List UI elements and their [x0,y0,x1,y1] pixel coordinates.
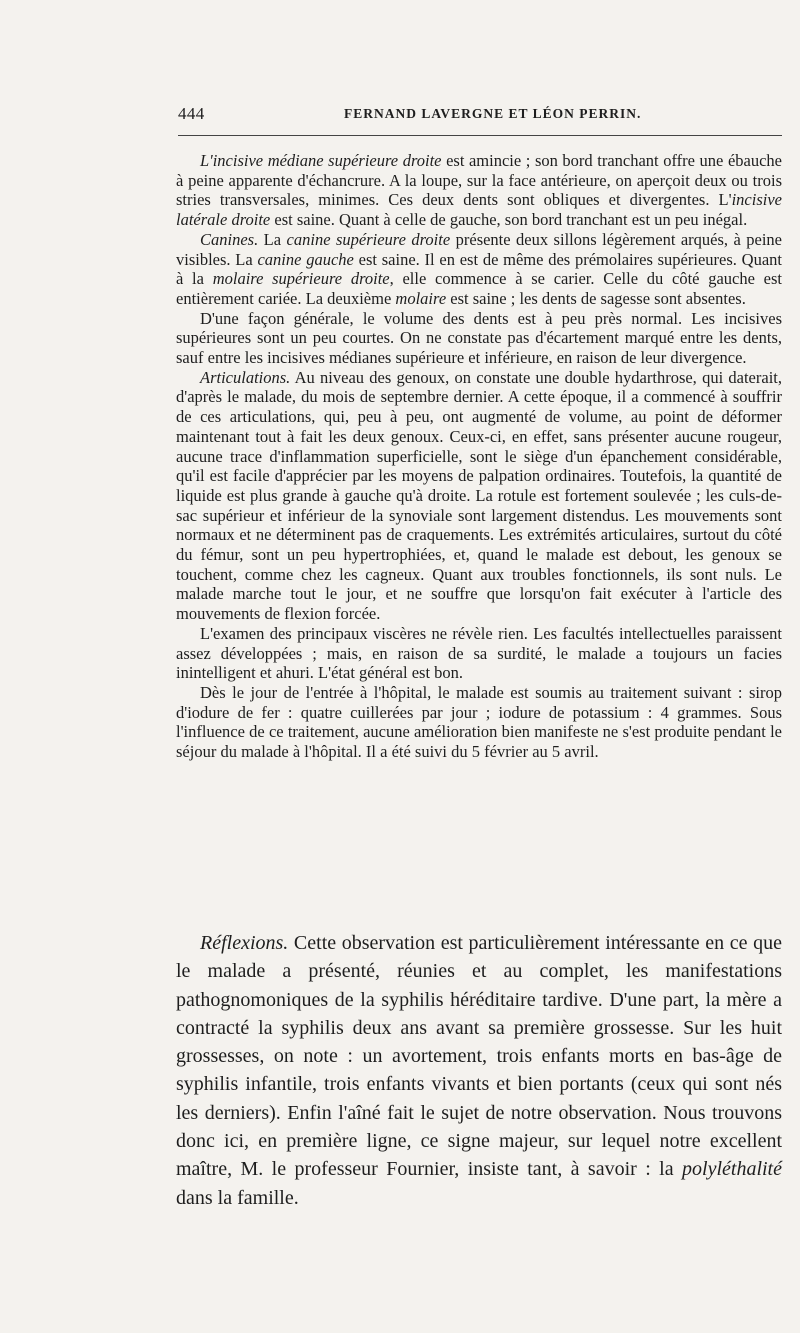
paragraph-volume-dents [176,309,782,368]
paragraph-visceres [176,624,782,683]
header-rule [178,135,782,136]
text-run: La [258,229,287,249]
italic-term: incisive latérale droite [176,190,782,230]
text-run: est saine. Il en est de même des prémolaires supérieures. Quant à la [176,249,782,289]
paragraph-incisives [176,151,782,230]
text-run: est amincie ; son bord tranchant offre une ébauche à peine apparente d'échancrure. A la loupe, sur la face antérieure, on aperçoit deux ou trois stries transversales, minimes. Ces deux dents sont obliques et divergentes. L' [176,151,782,210]
italic-term: Réflexions. [200,932,289,954]
reflexions-section [176,929,782,1212]
page-header [178,104,782,126]
italic-term: canine supérieure droite [286,229,451,249]
italic-term: molaire supérieure droite [212,269,390,289]
text-run: Dès le jour de l'entrée à l'hôpital, le malade est soumis au traitement suivant : sirop d'iodure de fer : quatre cuillerées par jour ; iodure de potassium : 4 grammes. Sous l'influence de ce traitement, aucune amélioration bien manifeste ne s'est produite pendant le séjour du malade à l'hôpital. Il a été suivi du 5 février au 5 avril. [176,682,782,762]
text-run: , elle commence à se carier. Celle du côté gauche est entièrement cariée. La deuxième [176,269,782,308]
paragraph-reflexions [176,929,782,1212]
italic-term: molaire [395,288,447,308]
text-run: D'une façon générale, le volume des dents est à peu près normal. Les incisives supérieures sont un peu courtes. On ne constate pas d'écartement marqué entre les dents, sauf entre les incisives médianes supérieure et inférieure, en raison de leur divergence. [176,308,782,368]
running-title: FERNAND LAVERGNE ET LÉON PERRIN. [344,106,642,121]
text-run: est saine ; les dents de sagesse sont absentes. [446,288,746,308]
text-run: est saine. Quant à celle de gauche, son bord tranchant est un peu inégal. [270,210,748,230]
page-number: 444 [178,104,205,123]
italic-term: incisive médiane supérieure droite [212,151,442,170]
text-run: Au niveau des genoux, on constate une double hydarthrose, qui daterait, d'après le malade, du mois de septembre dernier. A cette époque, il a commencé à souffrir de ces articulations, qui, peu à peu, ont augmenté de volume, au point de déformer maintenant tout à fait les deux genoux. Ceux-ci, en effet, sans présenter aucune rougeur, aucune trace d'inflammation superficielle, sont le siège d'un épanchement considérable, qu'il est facile d'apprécier par les moyens de palpation ordinaires. Toutefois, la quantité de liquide est plus grande à gauche qu'à droite. La rotule est fortement soulevée ; les culs-de-sac supérieur et inférieur de la synoviale sont largement distendus. Les mouvements sont normaux et ne déterminent pas de craquements. Les extrémités articulaires, surtout du côté du fémur, sont un peu hypertrophiées, et, quand le malade est debout, les genoux se touchent, comme chez les cagneux. Quant aux troubles fonctionnels, ils sont nuls. Le malade marche tout le jour, et ne souffre que lorsqu'on fait exécuter à l'article des mouvements de flexion forcée. [176,367,782,624]
observation-text [176,151,782,762]
text-run: Cette observation est particulièrement intéressante en ce que le malade a présenté, réunies et au complet, les manifestations pathognomoniques de la syphilis héréditaire tardive. D'une part, la mère a contracté la syphilis deux ans avant sa première grossesse. Sur les huit grossesses, on note : un avortement, trois enfants morts en bas-âge de syphilis infantile, trois enfants vivants et bien portants (ceux qui sont nés les derniers). Enfin l'aîné fait le sujet de notre observation. Nous trouvons donc ici, en première ligne, ce signe majeur, sur lequel notre excellent maître, M. le professeur Fournier, insiste tant, à savoir : la [176,932,782,1181]
text-run: présente deux sillons légèrement arqués, à peine visibles. La [176,229,782,269]
italic-term: Articulations. [200,367,291,387]
italic-term: Canines. [200,229,259,249]
paragraph-articulations [176,368,782,624]
italic-term: canine gauche [257,249,354,269]
text-run: dans la famille. [176,1186,299,1209]
text-run: L'examen des principaux viscères ne révèle rien. Les facultés intellectuelles paraissent assez développées ; mais, en raison de sa surdité, le malade a toujours un facies inintelligent et ahuri. L'état général est bon. [176,623,782,683]
paragraph-canines [176,230,782,309]
paragraph-traitement [176,683,782,762]
italic-term: L' [200,151,213,170]
italic-term: polyléthalité [682,1158,782,1181]
